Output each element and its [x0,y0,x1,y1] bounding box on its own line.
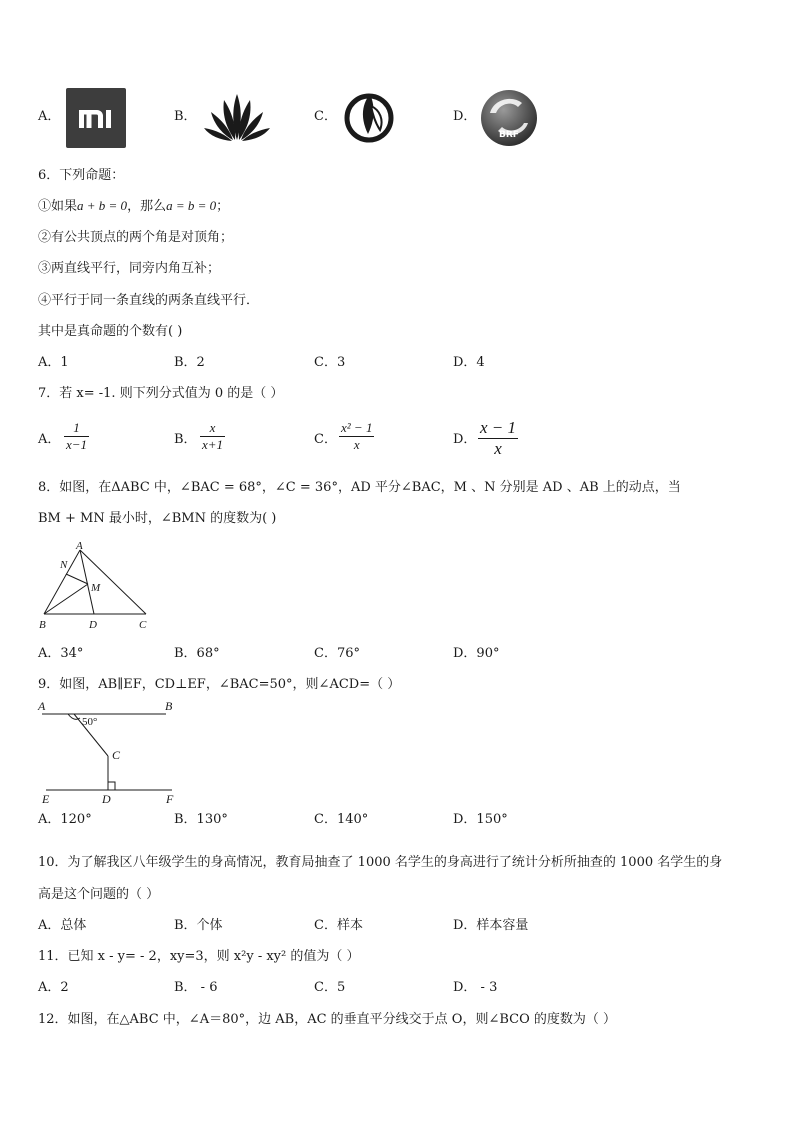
q5-option-b-label: B． [174,109,197,124]
q8-option-b: B．68° [174,646,220,661]
q11-stem: 11．已知 x - y= - 2，xy=3，则 x²y - xy² 的值为（ ） [38,949,360,964]
q11-option-b: B． - 6 [174,980,218,995]
q8-stem-line1: 8．如图，在ΔABC 中，∠BAC = 68°，∠C = 36°，AD 平分∠BAC，M 、N 分别是 AD 、AB 上的动点，当 [38,480,681,495]
q8-label-n: N [60,559,68,571]
q7-option-a-label: A． [38,432,61,447]
q7-stem: 7．若 x= -1. 则下列分式值为 0 的是（ ） [38,386,284,401]
mi-logo [66,88,126,148]
q6-option-c: C．3 [314,355,346,370]
q8-option-d: D．90° [453,646,500,661]
q7-option-d-label: D． [453,432,477,447]
q8-label-c: C [139,619,147,631]
q11-option-c: C．5 [314,980,346,995]
q7-option-b-label: B． [174,432,197,447]
q6-option-d: D．4 [453,355,485,370]
q6-statement-4: ④平行于同一条直线的两条直线平行． [38,293,260,308]
q9-parallel-lines-figure [36,698,182,806]
q8-option-a: A．34° [38,646,84,661]
q8-option-c: C．76° [314,646,360,661]
q10-stem-line2: 高是这个问题的（ ） [38,887,160,902]
q5-option-a-label: A． [38,109,61,124]
q6-statement-3: ③两直线平行，同旁内角互补； [38,261,221,276]
q12-stem: 12．如图，在△ABC 中，∠A＝80°，边 AB，AC 的垂直平分线交于点 O，则∠BCO 的度数为（ ） [38,1012,617,1027]
q9-label-c: C [112,748,121,762]
q8-label-a: A [76,540,83,552]
q9-label-a: A [38,699,46,713]
circular-leaf-logo [340,88,398,146]
q8-stem-line2: BM + MN 最小时，∠BMN 的度数为( ) [38,511,277,526]
q9-label-d: D [102,792,111,806]
huawei-logo [202,90,272,142]
q7-option-a-fraction: $\frac{1}{x-1}$ [66,420,88,452]
q7-option-c-fraction: $\frac{\text{x² − 1}}{x}$ [341,420,373,452]
q7-option-b-fraction: $\frac{x}{x+1}$ [202,420,224,452]
brf-logo-text: BRF [499,130,519,140]
q7-option-d-fraction: $\frac{x - 1}{x}$ [480,418,517,458]
q10-stem-line1: 10．为了解我区八年级学生的身高情况，教育局抽查了 1000 名学生的身高进行了统计分析所抽查的 1000 名学生的身 [38,855,723,870]
q9-label-f: F [166,792,174,806]
q6-option-a: A．1 [38,355,69,370]
q5-option-c-label: C． [314,109,337,124]
q11-option-d: D． - 3 [453,980,498,995]
q11-option-a: A．2 [38,980,69,995]
q9-option-b: B．130° [174,812,228,827]
q6-question: 其中是真命题的个数有( ) [38,324,183,339]
q6-statement-2: ②有公共顶点的两个角是对顶角； [38,230,234,245]
q6-statement-1: ①如果a + b = 0，那么a = b = 0； [38,198,230,214]
q10-option-d: D．样本容量 [453,918,529,933]
q8-label-b: B [39,619,46,631]
q10-option-a: A．总体 [38,918,87,933]
q9-stem: 9．如图，AB∥EF，CD⊥EF，∠BAC=50°，则∠ACD=（ ） [38,677,401,692]
q10-option-c: C．样本 [314,918,363,933]
q9-option-a: A．120° [38,812,92,827]
q5-option-d-label: D． [453,109,477,124]
q6-option-b: B．2 [174,355,205,370]
q8-label-d: D [89,619,97,631]
q9-option-d: D．150° [453,812,508,827]
q7-option-c-label: C． [314,432,337,447]
q9-angle-label: 50° [82,716,98,728]
q8-triangle-figure [36,540,156,632]
q6-stem: 6．下列命题： [38,168,125,183]
q8-label-m: M [91,582,101,594]
brf-logo [478,87,540,149]
q9-label-e: E [42,792,50,806]
q10-option-b: B．个体 [174,918,223,933]
q9-label-b: B [165,699,173,713]
q9-option-c: C．140° [314,812,369,827]
